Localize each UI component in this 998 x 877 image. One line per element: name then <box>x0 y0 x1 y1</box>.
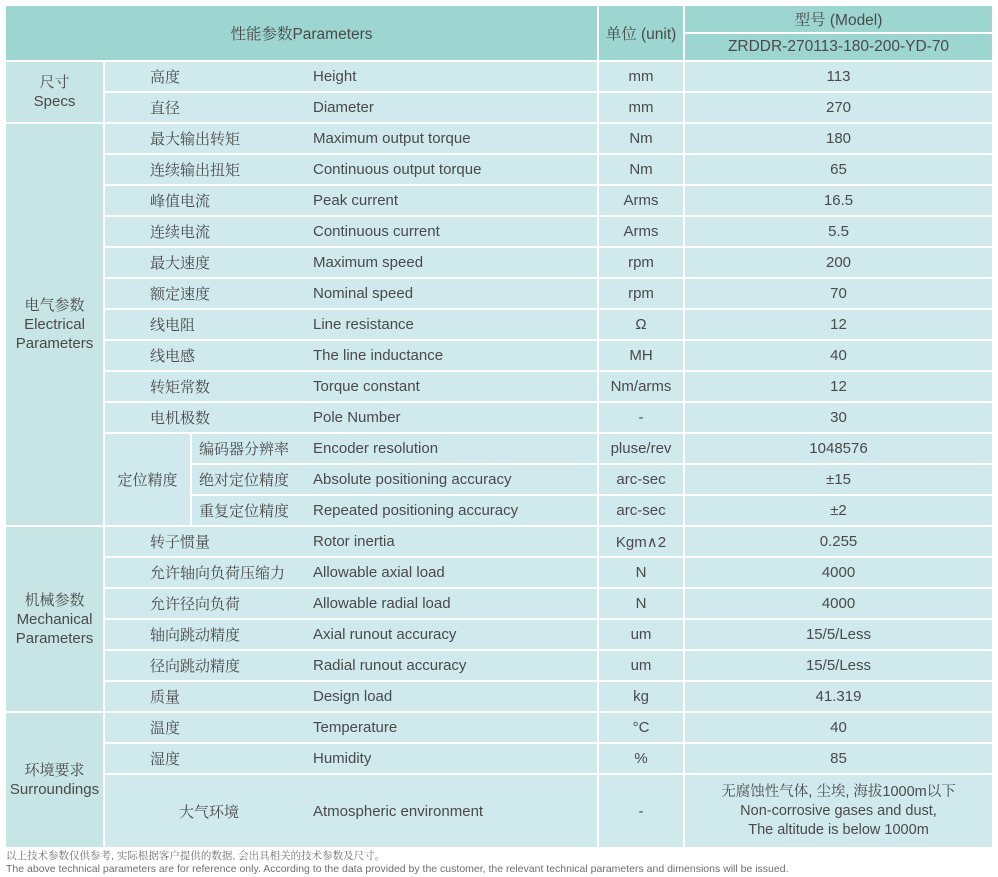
group-label-mechanical <box>6 527 103 711</box>
value-cell: 12 <box>685 372 992 401</box>
group-label-surroundings <box>6 713 103 847</box>
param-name-cn: 轴向跳动精度 <box>150 627 241 644</box>
subgroup-label: 定位精度 <box>105 434 190 525</box>
param-row-height <box>105 62 992 91</box>
param-name-cn: 线电感 <box>150 348 196 365</box>
param-row-encoder-resolution <box>192 434 992 463</box>
unit-cell: Ω <box>599 310 683 339</box>
unit-cell: Nm/arms <box>599 372 683 401</box>
param-name-cn: 高度 <box>150 69 181 86</box>
param-row-line-resistance <box>105 310 992 339</box>
value-cell: ±15 <box>685 465 992 494</box>
unit-cell: rpm <box>599 279 683 308</box>
unit-cell: - <box>599 775 683 847</box>
param-name-cn: 最大输出转矩 <box>150 131 241 148</box>
footer-note-en: The above technical parameters are for reference only. According to the data provided by the customer, the relevant technical parameters and dimensions will be issued. <box>6 863 789 875</box>
param-row-cont-current <box>105 217 992 246</box>
param-name-en: Height <box>313 68 357 85</box>
value-line: The altitude is below 1000m <box>748 821 929 838</box>
unit-cell: pluse/rev <box>599 434 683 463</box>
param-name-en: Temperature <box>313 719 398 736</box>
param-name-en: Continuous current <box>313 223 440 240</box>
unit-header-cell: 单位 (unit) <box>599 6 683 60</box>
unit-cell: % <box>599 744 683 773</box>
param-row-rotor-inertia <box>105 527 992 556</box>
param-name-cn: 径向跳动精度 <box>150 658 241 675</box>
param-name-en: Maximum speed <box>313 254 424 271</box>
param-row-temperature <box>105 713 992 742</box>
param-name-en: Line resistance <box>313 316 414 333</box>
value-cell: 15/5/Less <box>685 651 992 680</box>
value-cell: 5.5 <box>685 217 992 246</box>
param-name-en: The line inductance <box>313 347 444 364</box>
param-name-cn: 线电阻 <box>150 317 196 334</box>
group-label-en: Surroundings <box>9 781 100 798</box>
unit-cell: mm <box>599 62 683 91</box>
param-row-atmospheric <box>105 775 992 847</box>
param-name-cn: 峰值电流 <box>150 193 211 210</box>
param-name-cn: 电机极数 <box>150 410 211 427</box>
value-cell: 12 <box>685 310 992 339</box>
group-label-en: Electrical Parameters <box>15 316 94 352</box>
unit-cell: Kgm∧2 <box>599 527 683 556</box>
param-name-cn: 重复定位精度 <box>199 503 290 520</box>
param-name-en: Encoder resolution <box>313 440 439 457</box>
param-name-en: Allowable axial load <box>313 564 445 581</box>
unit-cell: um <box>599 651 683 680</box>
param-name-en: Repeated positioning accuracy <box>313 502 519 519</box>
param-row-repeated-accuracy <box>192 496 992 525</box>
footer-note-cn: 以上技术参数仅供参考, 实际根据客户提供的数据, 会出具相关的技术参数及尺寸。 <box>6 850 386 862</box>
param-name-cn: 连续电流 <box>150 224 211 241</box>
value-cell: 15/5/Less <box>685 620 992 649</box>
param-row-design-load <box>105 682 992 711</box>
model-header-cell: 型号 (Model) <box>685 6 992 32</box>
value-cell: 41.319 <box>685 682 992 711</box>
param-name-cn: 温度 <box>150 720 181 737</box>
param-name-cn: 质量 <box>150 689 181 706</box>
param-row-radial-load <box>105 589 992 618</box>
group-label-electrical <box>6 124 103 525</box>
group-label-en: Specs <box>33 93 76 110</box>
param-row-axial-runout <box>105 620 992 649</box>
model-header-column <box>685 6 992 60</box>
value-cell: 40 <box>685 713 992 742</box>
param-name-cn: 绝对定位精度 <box>199 472 290 489</box>
param-name-en: Allowable radial load <box>313 595 451 612</box>
group-electrical <box>6 124 992 525</box>
value-cell: ±2 <box>685 496 992 525</box>
param-name-en: Humidity <box>313 750 372 767</box>
param-name-cn: 转矩常数 <box>150 379 211 396</box>
value-cell: 0.255 <box>685 527 992 556</box>
value-cell: 270 <box>685 93 992 122</box>
value-cell: 30 <box>685 403 992 432</box>
param-name-cn: 直径 <box>150 100 181 117</box>
value-cell: 16.5 <box>685 186 992 215</box>
value-cell: 70 <box>685 279 992 308</box>
param-name-cn: 额定速度 <box>150 286 211 303</box>
unit-cell: arc-sec <box>599 465 683 494</box>
param-name-en: Radial runout accuracy <box>313 657 467 674</box>
param-row-torque-constant <box>105 372 992 401</box>
unit-cell: Nm <box>599 124 683 153</box>
param-row-nominal-speed <box>105 279 992 308</box>
param-name-en: Diameter <box>313 99 374 116</box>
param-name-en: Maximum output torque <box>313 130 471 147</box>
model-value-cell: ZRDDR-270113-180-200-YD-70 <box>685 34 992 60</box>
unit-cell: Nm <box>599 155 683 184</box>
value-line: Non-corrosive gases and dust, <box>740 802 937 819</box>
subgroup-positioning-accuracy <box>105 434 992 525</box>
value-cell: 200 <box>685 248 992 277</box>
param-name-cn: 编码器分辨率 <box>199 441 290 458</box>
unit-cell: mm <box>599 93 683 122</box>
param-row-cont-torque <box>105 155 992 184</box>
unit-cell: MH <box>599 341 683 370</box>
spec-table <box>6 6 992 847</box>
value-cell: 4000 <box>685 589 992 618</box>
group-label-cn: 环境要求 <box>24 762 85 779</box>
unit-cell: - <box>599 403 683 432</box>
unit-cell: N <box>599 558 683 587</box>
unit-cell: N <box>599 589 683 618</box>
params-header-cell: 性能参数Parameters <box>6 6 597 60</box>
value-cell: 4000 <box>685 558 992 587</box>
unit-cell: kg <box>599 682 683 711</box>
group-label-en: Mechanical Parameters <box>15 610 94 647</box>
param-name-en: Atmospheric environment <box>313 802 484 820</box>
param-name-en: Peak current <box>313 192 399 209</box>
param-row-absolute-accuracy <box>192 465 992 494</box>
param-name-en: Pole Number <box>313 409 401 426</box>
param-name-cn: 允许径向负荷 <box>150 596 241 613</box>
param-name-cn: 连续输出扭矩 <box>150 162 241 179</box>
unit-cell: rpm <box>599 248 683 277</box>
unit-cell: Arms <box>599 217 683 246</box>
param-row-max-speed <box>105 248 992 277</box>
value-cell: 40 <box>685 341 992 370</box>
param-name-cn: 大气环境 <box>178 803 239 821</box>
group-surroundings <box>6 713 992 847</box>
param-row-axial-load <box>105 558 992 587</box>
param-name-en: Torque constant <box>313 378 420 395</box>
unit-cell: °C <box>599 713 683 742</box>
value-cell: 1048576 <box>685 434 992 463</box>
group-specs <box>6 62 992 122</box>
group-mechanical <box>6 527 992 711</box>
value-cell: 65 <box>685 155 992 184</box>
unit-cell: Arms <box>599 186 683 215</box>
param-name-cn: 允许轴向负荷压缩力 <box>150 565 286 582</box>
param-name-en: Absolute positioning accuracy <box>313 471 512 488</box>
unit-cell: arc-sec <box>599 496 683 525</box>
value-cell: 85 <box>685 744 992 773</box>
footer-notes <box>6 847 992 876</box>
param-name-en: Design load <box>313 688 393 705</box>
value-line: 无腐蚀性气体, 尘埃, 海拔1000m以下 <box>721 783 956 800</box>
group-label-cn: 机械参数 <box>24 591 85 609</box>
param-name-cn: 最大速度 <box>150 255 211 272</box>
value-cell <box>685 775 992 847</box>
param-name-cn: 湿度 <box>150 751 181 768</box>
param-row-pole-number <box>105 403 992 432</box>
param-name-en: Nominal speed <box>313 285 414 302</box>
group-label-cn: 尺寸 <box>39 74 70 91</box>
param-row-radial-runout <box>105 651 992 680</box>
param-row-peak-current <box>105 186 992 215</box>
group-label-specs <box>6 62 103 122</box>
param-row-diameter <box>105 93 992 122</box>
group-label-cn: 电气参数 <box>24 297 85 314</box>
header-row <box>6 6 992 60</box>
value-cell: 113 <box>685 62 992 91</box>
value-cell: 180 <box>685 124 992 153</box>
param-name-en: Continuous output torque <box>313 161 482 178</box>
param-name-en: Rotor inertia <box>313 533 395 550</box>
param-row-line-inductance <box>105 341 992 370</box>
unit-cell: um <box>599 620 683 649</box>
param-name-cn: 转子惯量 <box>150 534 211 551</box>
param-row-max-torque <box>105 124 992 153</box>
param-name-en: Axial runout accuracy <box>313 626 457 643</box>
param-row-humidity <box>105 744 992 773</box>
